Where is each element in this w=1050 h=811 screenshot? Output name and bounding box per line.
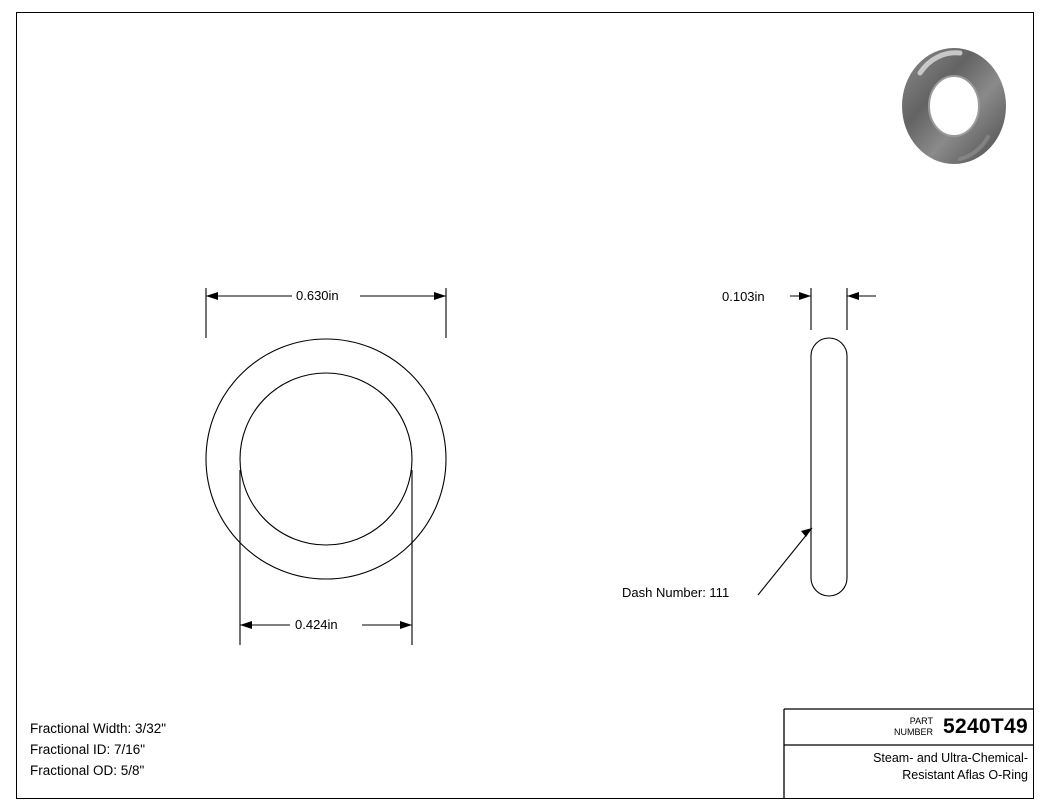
width-dimension-label: 0.103in [722,289,765,304]
part-description [784,745,1034,784]
oring-photo [898,45,1010,167]
spec-item-id: Fractional ID: 7/16" [30,742,146,757]
part-number-label-line2: NUMBER [893,727,933,737]
part-description-line1: Steam- and Ultra-Chemical- [873,751,1028,765]
id-dimension-label: 0.424in [295,617,338,632]
part-number-row [784,709,1034,745]
spec-item-od: Fractional OD: 5/8" [30,763,145,778]
part-description-line2: Resistant Aflas O-Ring [902,768,1028,782]
title-block [784,709,1034,799]
dash-number-label: Dash Number: 111 [622,585,730,600]
part-number-label-line1: PART [909,716,933,726]
od-dimension-label: 0.630in [296,288,339,303]
spec-item-width: Fractional Width: 3/32" [30,721,167,736]
part-number-label [894,716,933,738]
part-number-value: 5240T49 [942,715,1028,738]
spec-list [30,718,166,781]
sheet-border [16,12,1034,799]
